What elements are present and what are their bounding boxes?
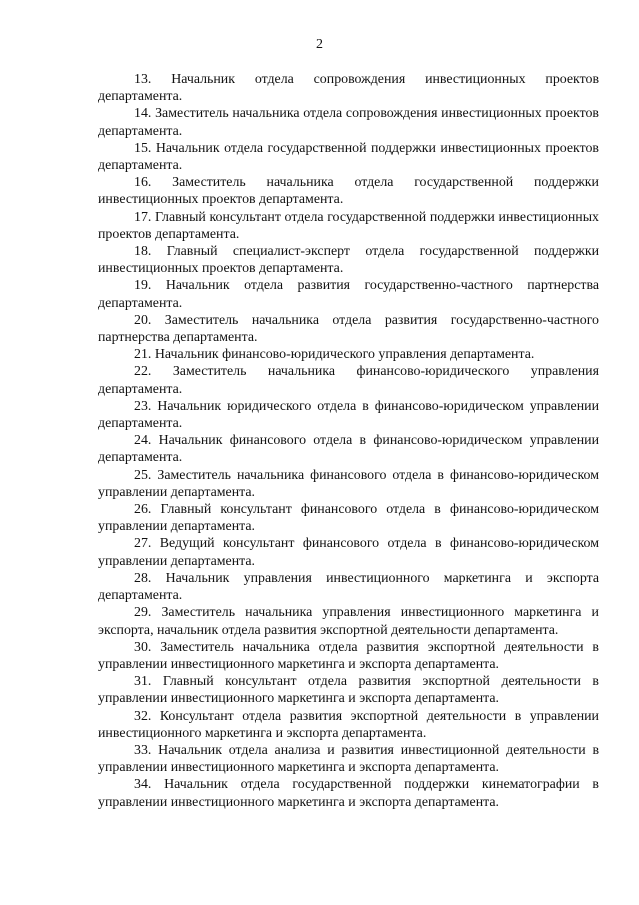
- list-item: 14. Заместитель начальника отдела сопровождения инвестиционных проектов департамента.: [98, 106, 599, 139]
- list-item: 30. Заместитель начальника отдела развития экспортной деятельности в управлении инвестиционного маркетинга и экспорта департамента.: [98, 639, 599, 672]
- page-number: 2: [316, 37, 323, 52]
- list-item: 21. Начальник финансово-юридического управления департамента.: [134, 347, 535, 363]
- list-item: 20. Заместитель начальника отдела развития государственно-частного партнерства департамента.: [98, 312, 599, 346]
- list-item: 13. Начальник отдела сопровождения инвестиционных проектов департамента.: [98, 72, 599, 105]
- list-item: 34. Начальник отдела государственной поддержки кинематографии в управлении инвестиционного маркетинга и экспорта департамента.: [98, 777, 599, 810]
- list-item: 18. Главный специалист-эксперт отдела государственной поддержки инвестиционных проектов департамента.: [98, 244, 599, 277]
- list-item: 24. Начальник финансового отдела в финансово-юридическом управлении департамента.: [98, 433, 599, 466]
- list-item: 15. Начальник отдела государственной поддержки инвестиционных проектов департамента.: [98, 140, 599, 174]
- list-item: 17. Главный консультант отдела государственной поддержки инвестиционных проектов департамента.: [98, 209, 599, 242]
- list-item: 23. Начальник юридического отдела в финансово-юридическом управлении департамента.: [98, 398, 599, 432]
- list-item: 33. Начальник отдела анализа и развития инвестиционной деятельности в управлении инвестиционного маркетинга и экспорта департамента.: [98, 742, 599, 776]
- list-item: 16. Заместитель начальника отдела государственной поддержки инвестиционных проектов департамента.: [98, 175, 599, 208]
- list-item: 25. Заместитель начальника финансового отдела в финансово-юридическом управлении департамента.: [98, 467, 599, 500]
- list-item: 19. Начальник отдела развития государственно-частного партнерства департамента.: [98, 278, 599, 311]
- list-item: 28. Начальник управления инвестиционного маркетинга и экспорта департамента.: [98, 570, 599, 604]
- position-list: [98, 71, 599, 811]
- list-item: 31. Главный консультант отдела развития экспортной деятельности в управлении инвестиционного маркетинга и экспорта департамента.: [98, 674, 599, 707]
- list-item: 29. Заместитель начальника управления инвестиционного маркетинга и экспорта, начальник отдела развития экспортной деятельности департамента.: [98, 605, 599, 638]
- list-item: 26. Главный консультант финансового отдела в финансово-юридическом управлении департамента.: [98, 502, 599, 535]
- list-item: 27. Ведущий консультант финансового отдела в финансово-юридическом управлении департамента.: [98, 536, 599, 569]
- list-item: 32. Консультант отдела развития экспортной деятельности в управлении инвестиционного маркетинга и экспорта департамента.: [98, 708, 599, 741]
- list-item: 22. Заместитель начальника финансово-юридического управления департамента.: [98, 364, 599, 397]
